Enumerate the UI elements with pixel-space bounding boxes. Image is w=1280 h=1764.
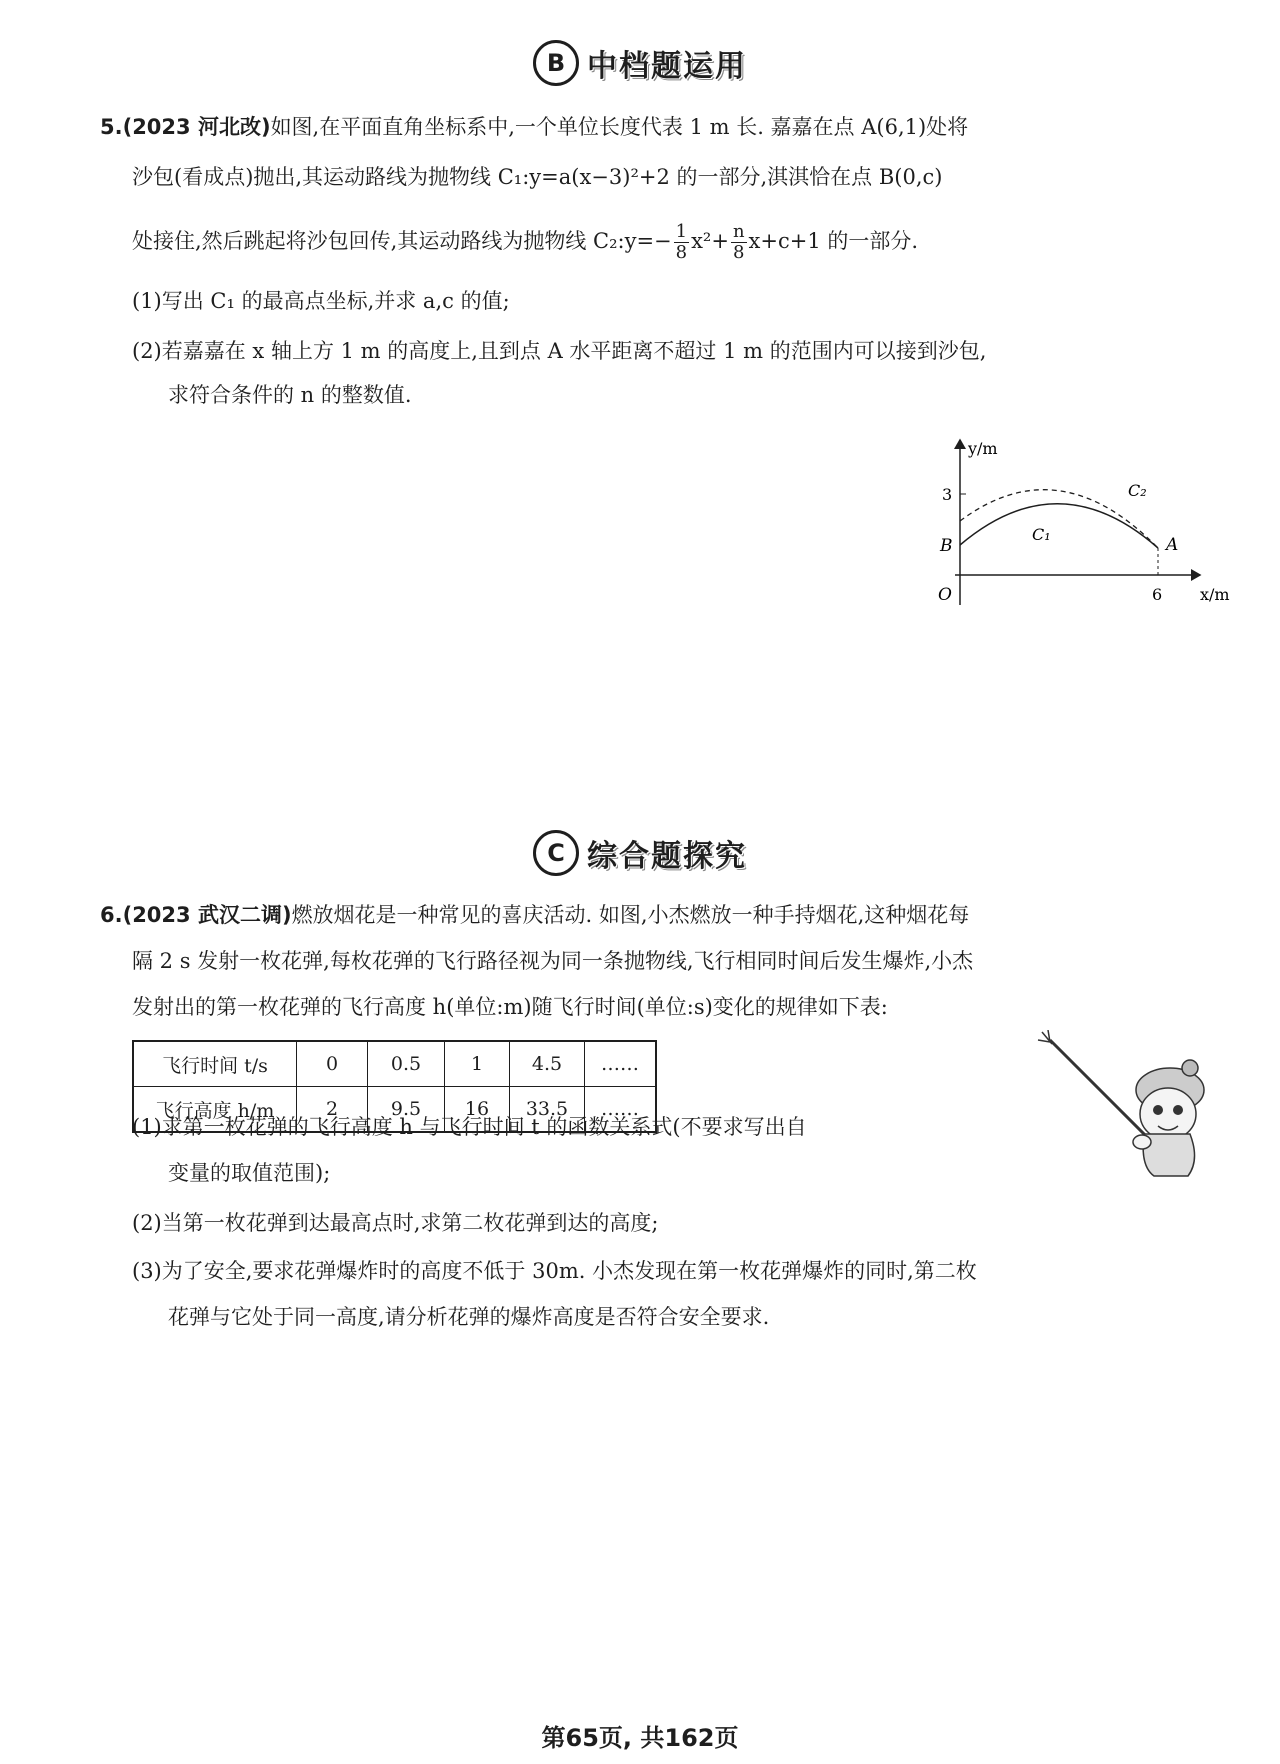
q6-sub1a: (1)求第一枚花弹的飞行高度 h 与飞行时间 t 的函数关系式(不要求写出自 <box>132 1115 807 1139</box>
table-cell: 1 <box>445 1041 510 1087</box>
q5-line2: 沙包(看成点)抛出,其运动路线为抛物线 C₁:y=a(x−3)²+2 的一部分,淇淇恰在点 B(0,c) <box>132 165 943 189</box>
q6-line1 <box>100 900 969 930</box>
table-cell: 16 <box>445 1087 510 1133</box>
x-axis-label: x/m <box>1200 585 1230 604</box>
q5-text-3a: 处接住,然后跳起将沙包回传,其运动路线为抛物线 C₂:y=− <box>132 229 672 253</box>
q5-fraction-2 <box>731 222 747 263</box>
table-cell: 0 <box>297 1041 368 1087</box>
q6-sub3b: 花弹与它处于同一高度,请分析花弹的爆炸高度是否符合安全要求. <box>168 1305 770 1329</box>
frac1-num: 1 <box>675 221 688 242</box>
q6-sub3a: (3)为了安全,要求花弹爆炸时的高度不低于 30m. 小杰发现在第一枚花弹爆炸的同时,第二枚 <box>132 1259 977 1283</box>
table-cell: …… <box>585 1087 657 1133</box>
q5-fraction-1 <box>674 222 689 263</box>
curve-c1 <box>960 504 1158 548</box>
boy-firework-illustration <box>1030 1030 1220 1180</box>
q6-line2: 隔 2 s 发射一枚花弹,每枚花弹的飞行路径视为同一条抛物线,飞行相同时间后发生爆炸,小杰 <box>132 949 974 973</box>
table-cell: …… <box>585 1041 657 1087</box>
frac2-den: 8 <box>733 242 745 263</box>
table-cell: 9.5 <box>368 1087 445 1133</box>
q5-sub1: (1)写出 C₁ 的最高点坐标,并求 a,c 的值; <box>132 289 510 313</box>
y-axis-label: y/m <box>968 439 998 458</box>
q6-line3: 发射出的第一枚花弹的飞行高度 h(单位:m)随飞行时间(单位:s)变化的规律如下表: <box>132 995 888 1019</box>
q5-line1 <box>100 112 968 142</box>
q5-number: 5. <box>100 115 123 139</box>
tick-6-label: 6 <box>1152 585 1163 604</box>
tick-3-label: 3 <box>942 485 953 504</box>
frac1-den: 8 <box>675 242 688 263</box>
table-row <box>133 1041 656 1087</box>
origin-label: O <box>938 585 952 605</box>
section-b-header <box>0 40 1280 86</box>
table-cell: 33.5 <box>510 1087 585 1133</box>
q5-text-1: 如图,在平面直角坐标系中,一个单位长度代表 1 m 长. 嘉嘉在点 A(6,1)处将 <box>270 115 969 139</box>
q5-sub2b: 求符合条件的 n 的整数值. <box>168 383 412 407</box>
page-footer: 第65页, 共162页 <box>541 1724 739 1752</box>
section-c-title: 综合题探究 <box>587 839 747 874</box>
table-cell: 飞行时间 t/s <box>133 1041 297 1087</box>
curve-c2-label: C₂ <box>1128 481 1147 500</box>
section-c-header <box>0 830 1280 876</box>
q5-source: (2023 河北改) <box>122 115 271 139</box>
section-b-title: 中档题运用 <box>587 49 747 84</box>
q6-source: (2023 武汉二调) <box>122 903 292 927</box>
frac2-num: n <box>732 221 745 242</box>
section-b-badge: B <box>533 40 579 86</box>
point-a-label: A <box>1166 535 1179 555</box>
q5-text-3c: x+c+1 的一部分. <box>748 229 919 253</box>
q5-line3 <box>132 222 918 263</box>
q6-number: 6. <box>100 903 123 927</box>
q6-sub1b: 变量的取值范围); <box>168 1161 331 1185</box>
table-cell: 飞行高度 h/m <box>133 1087 297 1133</box>
q6-text-1: 燃放烟花是一种常见的喜庆活动. 如图,小杰燃放一种手持烟花,这种烟花每 <box>291 903 970 927</box>
q6-sub2: (2)当第一枚花弹到达最高点时,求第二枚花弹到达的高度; <box>132 1211 659 1235</box>
curve-c1-label: C₁ <box>1032 525 1051 544</box>
table-cell: 2 <box>297 1087 368 1133</box>
table-cell: 4.5 <box>510 1041 585 1087</box>
section-c-badge: C <box>533 830 579 876</box>
point-b-label: B <box>940 536 953 556</box>
parabola-figure <box>900 430 1240 610</box>
q5-sub2a: (2)若嘉嘉在 x 轴上方 1 m 的高度上,且到点 A 水平距离不超过 1 m 的范围内可以接到沙包, <box>132 339 987 363</box>
q5-text-3b: x²+ <box>691 229 729 253</box>
table-cell: 0.5 <box>368 1041 445 1087</box>
